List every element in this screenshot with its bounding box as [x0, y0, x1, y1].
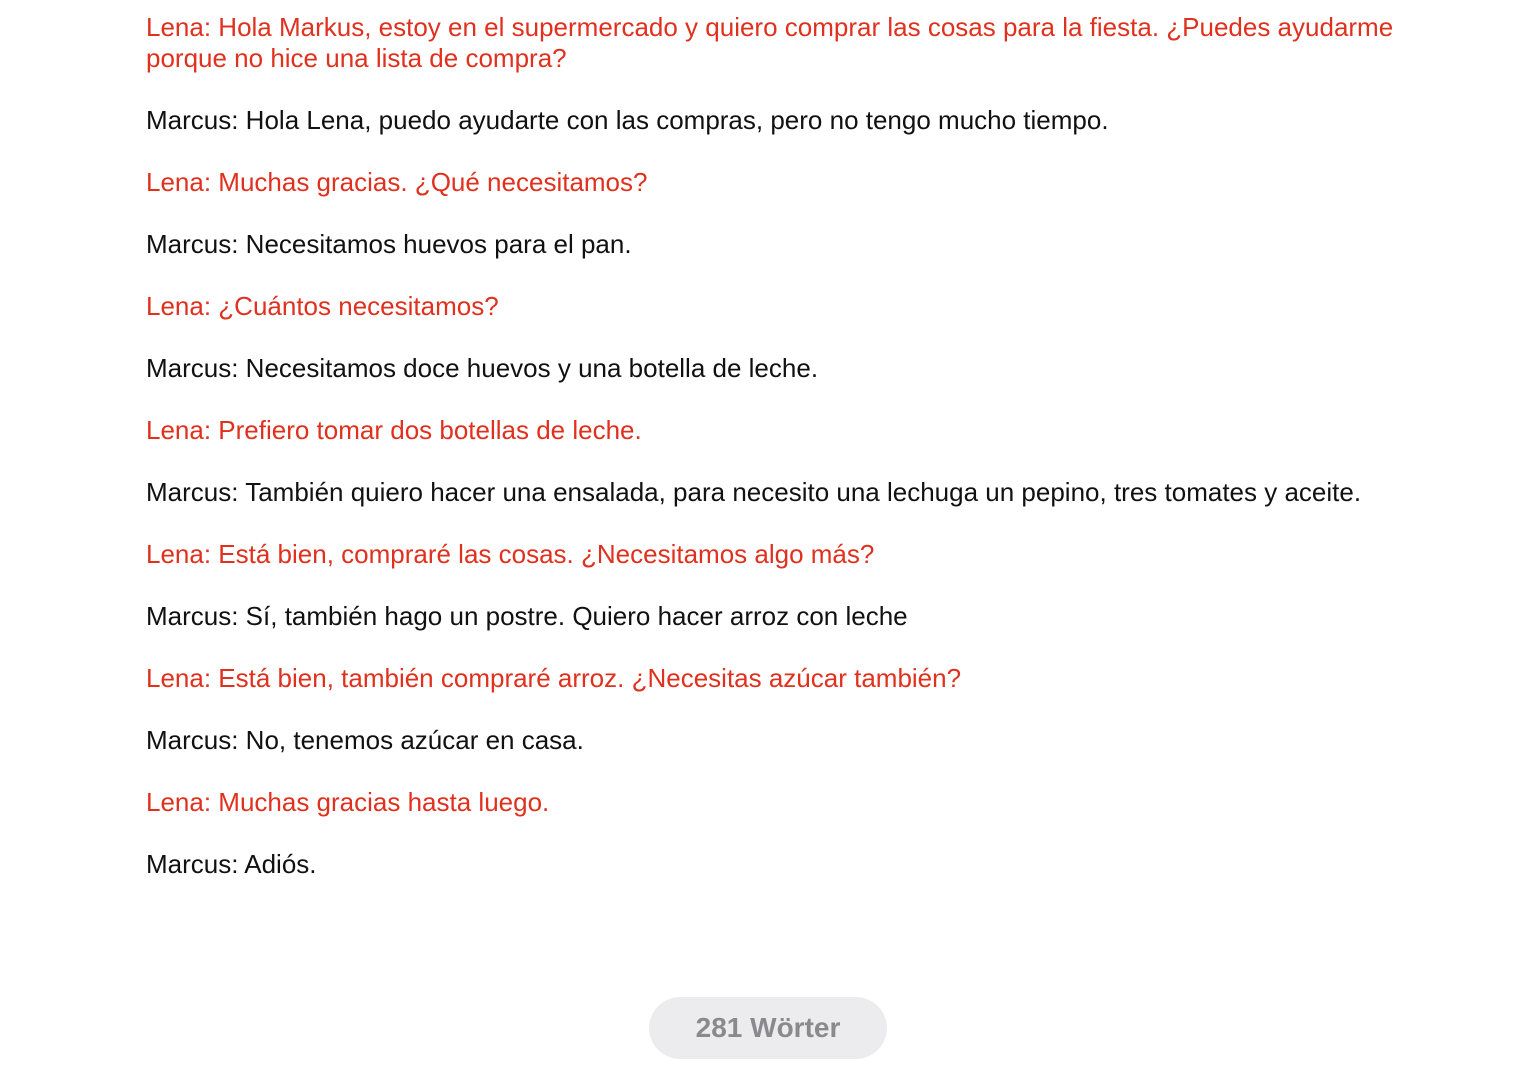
dialogue-line-marcus[interactable]: Marcus: Necesitamos huevos para el pan.	[146, 229, 632, 259]
word-count-badge[interactable]: 281 Wörter	[649, 997, 887, 1059]
dialogue-line-lena[interactable]: Lena: Prefiero tomar dos botellas de leche.	[146, 415, 642, 445]
dialogue-line-marcus[interactable]: Marcus: Necesitamos doce huevos y una botella de leche.	[146, 353, 819, 383]
dialogue-line-lena[interactable]: Lena: Hola Markus, estoy en el supermercado y quiero comprar las cosas para la fiesta. ¿Puedes ayudarme porque no hice una lista de compra?	[146, 12, 1394, 73]
dialogue-line-marcus[interactable]: Marcus: No, tenemos azúcar en casa.	[146, 725, 584, 755]
dialogue-line-lena[interactable]: Lena: ¿Cuántos necesitamos?	[146, 291, 499, 321]
dialogue-line-marcus[interactable]: Marcus: Hola Lena, puedo ayudarte con las compras, pero no tengo mucho tiempo.	[146, 105, 1109, 135]
dialogue-line-lena[interactable]: Lena: Muchas gracias. ¿Qué necesitamos?	[146, 167, 648, 197]
dialogue-line-lena[interactable]: Lena: Está bien, también compraré arroz. ¿Necesitas azúcar también?	[146, 663, 962, 693]
dialogue-line-marcus[interactable]: Marcus: Sí, también hago un postre. Quiero hacer arroz con leche	[146, 601, 908, 631]
dialogue-line-lena[interactable]: Lena: Muchas gracias hasta luego.	[146, 787, 550, 817]
dialogue-line-marcus[interactable]: Marcus: También quiero hacer una ensalada, para necesito una lechuga un pepino, tres tomates y aceite.	[146, 477, 1362, 507]
document-body[interactable]	[146, 12, 1396, 911]
dialogue-line-marcus[interactable]: Marcus: Adiós.	[146, 849, 317, 879]
dialogue-line-lena[interactable]: Lena: Está bien, compraré las cosas. ¿Necesitamos algo más?	[146, 539, 875, 569]
